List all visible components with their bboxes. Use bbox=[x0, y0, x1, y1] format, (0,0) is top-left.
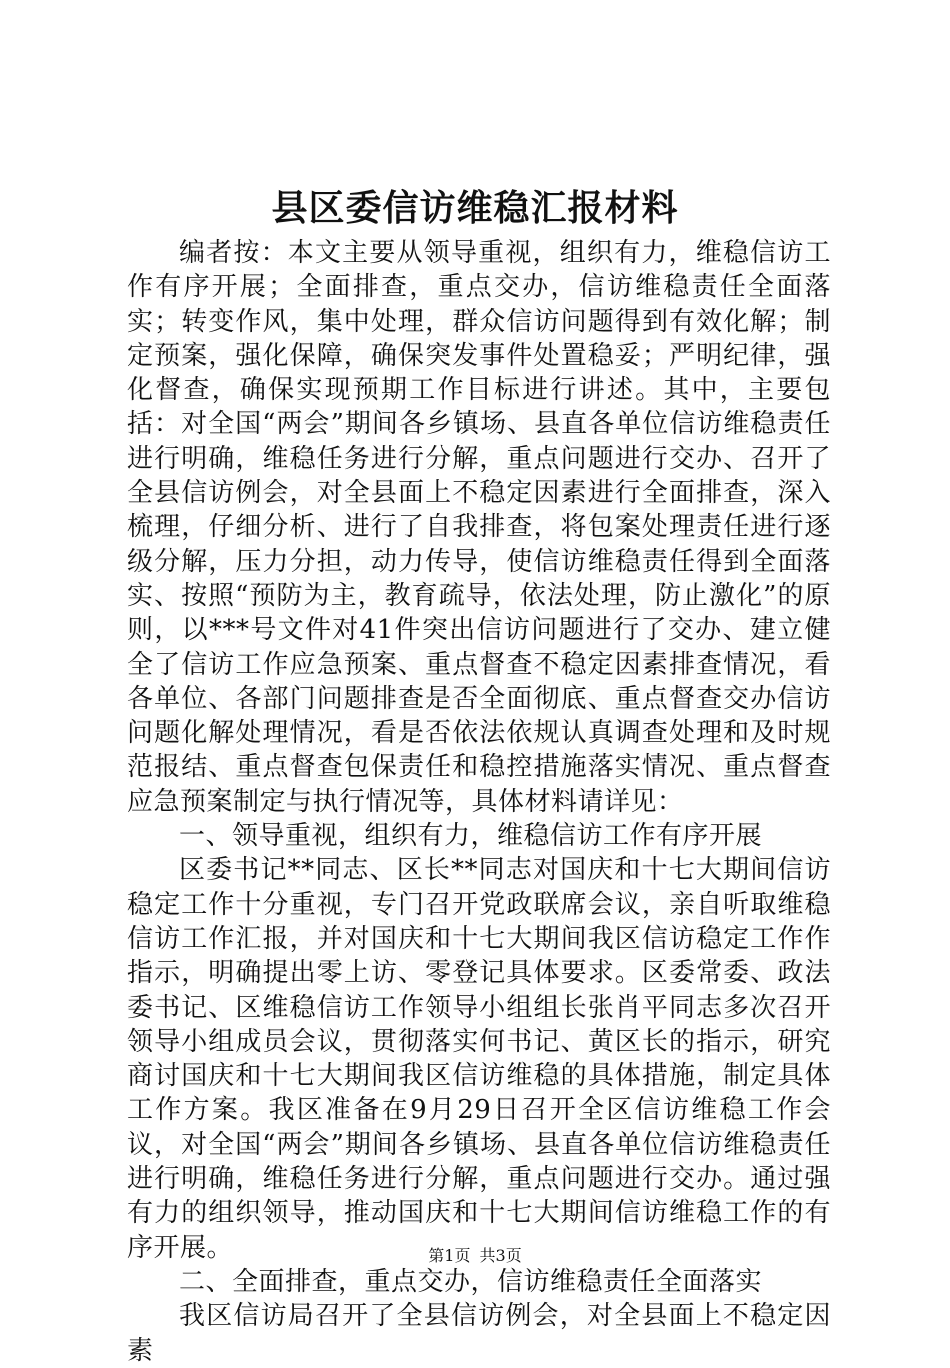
page-number: 第1页 bbox=[428, 1246, 471, 1265]
document-title: 县区委信访维稳汇报材料 bbox=[271, 187, 679, 229]
section-heading-2: 二、全面排查，重点交办，信访维稳责任全面落实 bbox=[179, 1266, 763, 1297]
page-total: 共3页 bbox=[479, 1246, 522, 1265]
section-1-paragraph: 区委书记**同志、区长**同志对国庆和十七大期间信访稳定工作十分重视，专门召开党政联席会议，亲自听取维稳信访工作汇报，并对国庆和十七大期间我区信访稳定工作作指示，明确提出零上访、零登记具体要求。区委常委、政法委书记、区维稳信访工作领导小组组长张肖平同志多次召开领导小组成员会议，贯彻落实何书记、黄区长的指示，研究商讨国庆和十七大期间我区信访维稳的具体措施，制定具体工作方案。我区准备在9月29日召开全区信访维稳工作会议，对全国“两会”期间各乡镇场、县直各单位信访维稳责任进行明确，维稳任务进行分解，重点问题进行交办。通过强有力的组织领导，推动国庆和十七大期间信访维稳工作的有序开展。 bbox=[127, 855, 831, 1263]
section-2-paragraph: 我区信访局召开了全县信访例会，对全县面上不稳定因素 bbox=[127, 1301, 831, 1366]
document-body bbox=[127, 236, 831, 1368]
editor-note-paragraph: 编者按：本文主要从领导重视，组织有力，维稳信访工作有序开展；全面排查，重点交办，信访维稳责任全面落实；转变作风，集中处理，群众信访问题得到有效化解；制定预案，强化保障，确保突发事件处置稳妥；严明纪律，强化督查，确保实现预期工作目标进行讲述。其中，主要包括：对全国“两会”期间各乡镇场、县直各单位信访维稳责任进行明确，维稳任务进行分解，重点问题进行交办、召开了全县信访例会，对全县面上不稳定因素进行全面排查，深入梳理，仔细分析、进行了自我排查，将包案处理责任进行逐级分解，压力分担，动力传导，使信访维稳责任得到全面落实、按照“预防为主，教育疏导，依法处理，防止激化”的原则，以***号文件对41件突出信访问题进行了交办、建立健全了信访工作应急预案、重点督查不稳定因素排查情况，看各单位、各部门问题排查是否全面彻底、重点督查交办信访问题化解处理情况，看是否依法依规认真调查处理和及时规范报结、重点督查包保责任和稳控措施落实情况、重点督查应急预案制定与执行情况等，具体材料请详见： bbox=[127, 238, 831, 817]
page-footer bbox=[0, 1244, 950, 1268]
section-heading-1: 一、领导重视，组织有力，维稳信访工作有序开展 bbox=[179, 821, 763, 852]
